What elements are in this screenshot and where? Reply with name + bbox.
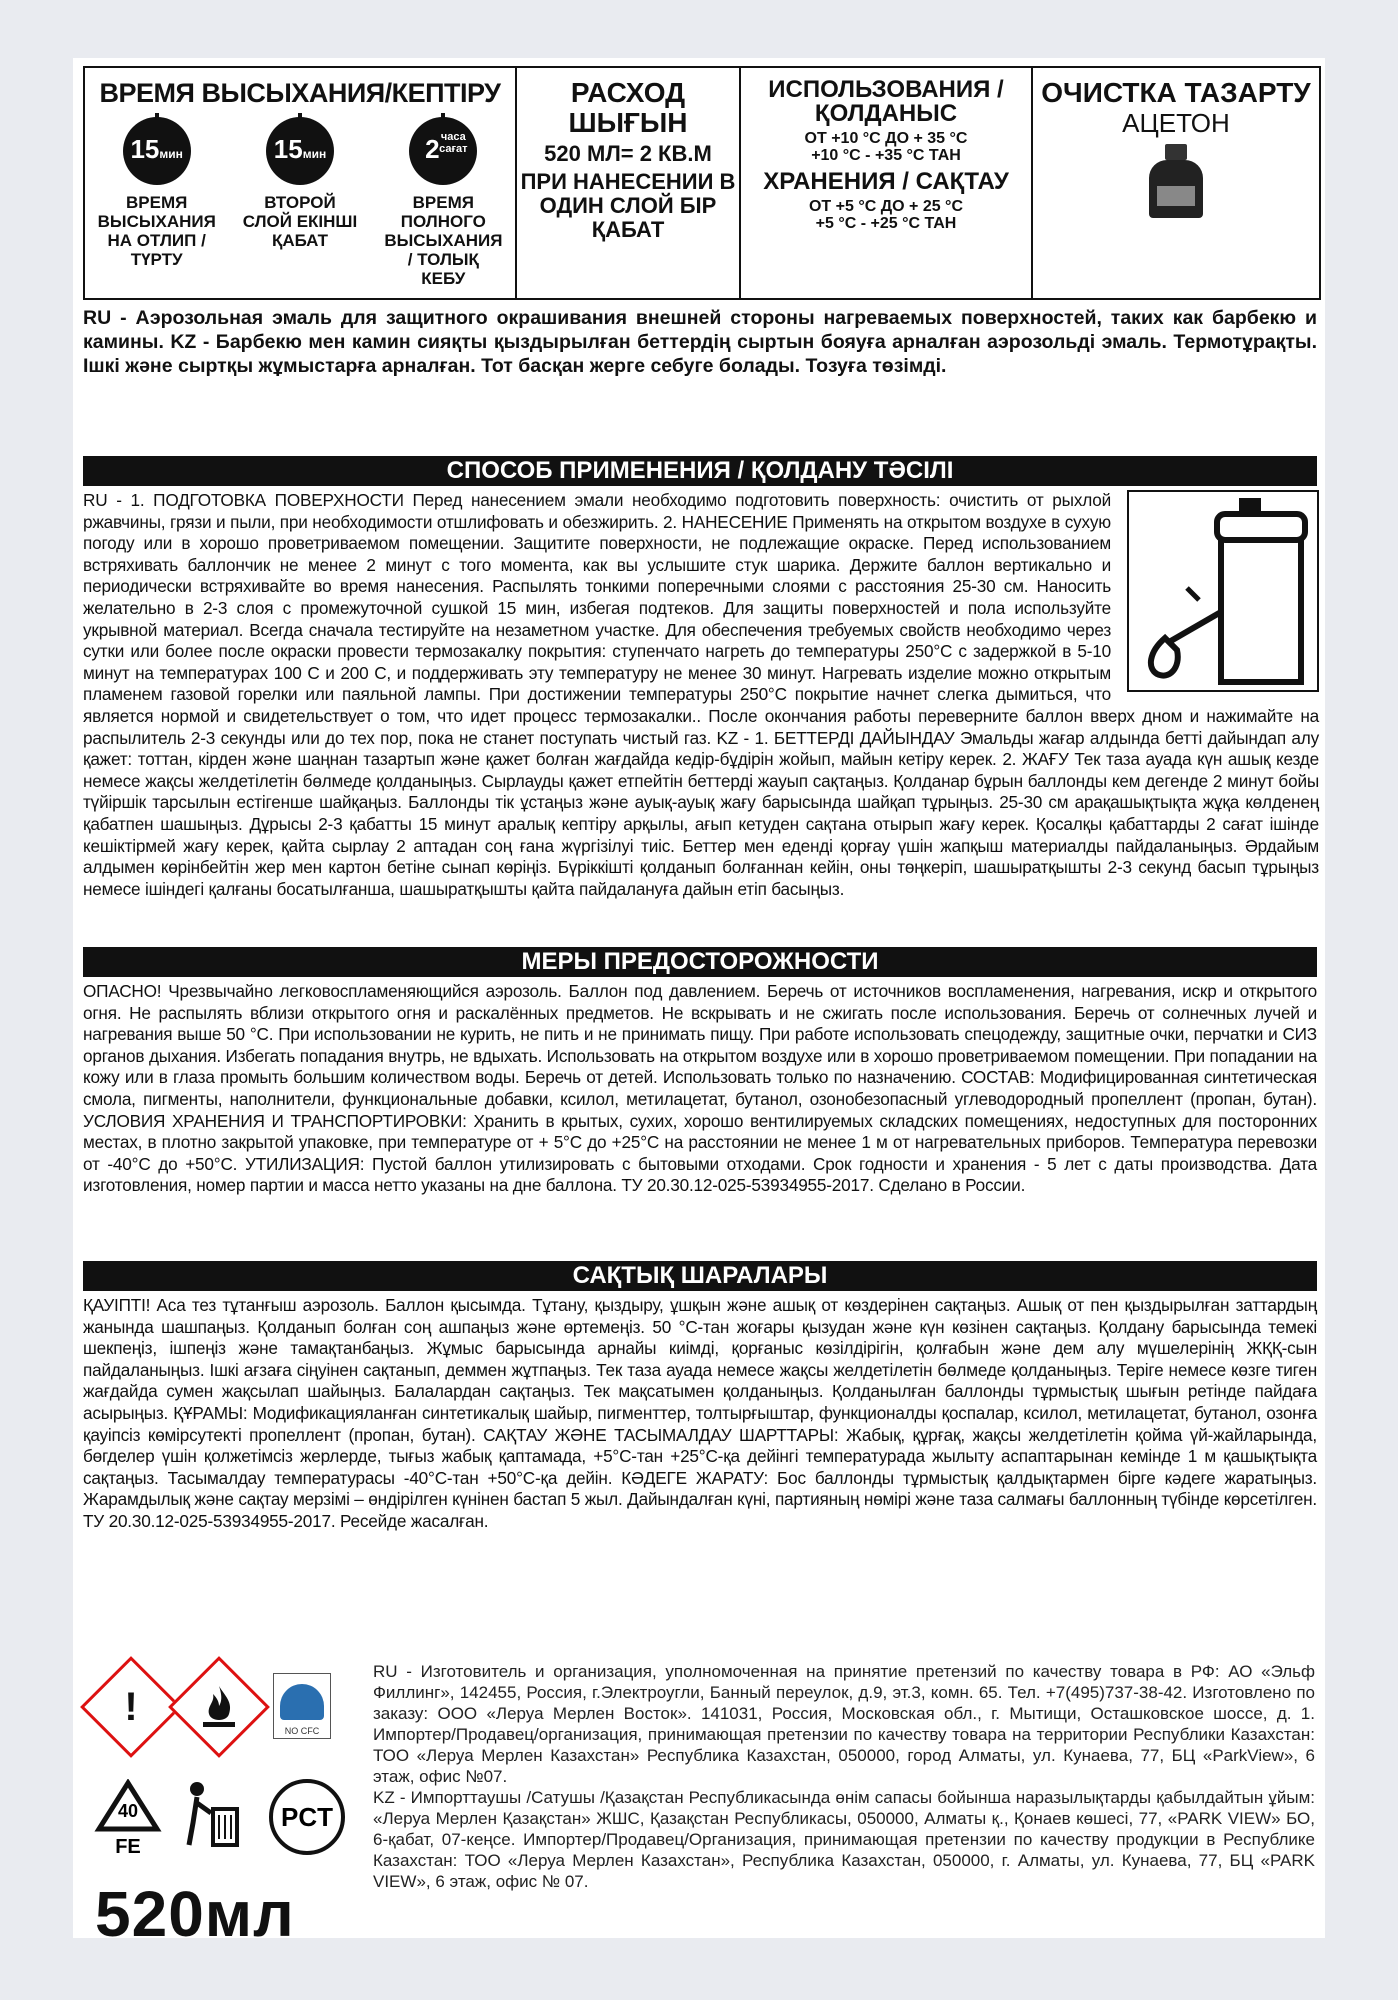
solvent-bottle-icon — [1145, 144, 1207, 218]
consumption-cell — [517, 68, 741, 298]
clock-tack-free — [98, 117, 216, 288]
clock-value: 15 — [273, 134, 303, 164]
spray-can-icon — [1129, 492, 1317, 690]
application-body: RU - 1. ПОДГОТОВКА ПОВЕРХНОСТИ Перед нанесением эмали необходимо подготовить поверхность: очистить от рыхлой ржавчины, грязи и пыли, при необходимости отшлифовать и обезжирить. 2. НАНЕСЕНИЕ Применять на открытом воздухе в сухую погоду или в хорошо проветриваемом помещении. Защитите поверхности, не подлежащие окраске. Перед использованием встряхивать баллончик не менее 2 минут с того момента, как вы услышите стук шарика. Держите баллон вертикально и периодически встряхивайте во время нанесения. Распылять тонкими поперечными слоями с расстояния 25-30 см. Наносить желательно в 2-3 слоя с промежуточной сушкой 15 мин, избегая подтеков. Для защиты поверхностей и пола используйте укрывной материал. Всегда сначала тестируйте на незаметном участке. Для обеспечения требуемых свойств необходимо через сутки или более после окраски провести термозакалку покрытия: ступенчато нагреть до температуры 250°С с задержкой в 5-10 минут на температурах 100 С и 200 С, и поддерживать эту температуру не менее 30 минут. Нагревать изделие можно открытым пламенем газовой горелки или паяльной лампы. При достижении температуры 250°С покрытие начнет слегка дымиться, что является нормой и свидетельствует о том, что идет процесс термозакалки.. После окончания работы переверните баллон вверх дном и нажимайте на распылитель 2-3 секунды или до тех пор, пока не станет поступать чистый газ. KZ - 1. БЕТТЕРДІ ДАЙЫНДАУ Эмальды жағар алдында бетті дайындап алу қажет: тоттан, кірден және шаңнан тазартып және қажет болған жағдайда кедір-бұдірін жойып, майын кетіру керек. 2. ЖАҒУ Тек таза ауада күн ашық кезде немесе жақсы желдетілетін бөлмеде қолданыңыз. Сырлауды қажет етпейтін беттерді жауып сақтаңыз. Қолданар бұрын баллонды кем дегенде 2 минут бойы түйіршік тарсылын естігенше шайқаңыз. Баллонды тік ұстаңыз және ауық-ауық жағу барысында шайқап тұрыңыз. 25-30 см арақашықтықта жұқа көлденең қабатпен шашыңыз. Дұрысы 2-3 қабатты 15 минут аралық кептіру арқылы, ағып кетуден сақтана отырып жағу керек. Қосалқы қабаттарды 2 сағат ішінде кешіктірмей жағу керек, қайта сырлау 2 аптадан соң ғана жүргізілуі тиіс. Беттер мен еденді қорғау үшін жапқыш материалды пайдаланыңыз. Әрдайым алдымен көрінбейтін жер мен картон бетіне сынап көріңіз. Бүріккішті қолданып болғаннан кейін, оны төңкеріп, шашыратқышты 2-3 секунд басып тұрыңыз немесе ішіндегі қалғаны босатылғанша, шашыратқышты қайта пайдалануға дайын етіп басыңыз. — [83, 490, 1319, 899]
volume-label: 520мл — [95, 1878, 295, 1938]
clock-label: ВТОРОЙ СЛОЙ ЕКІНШІ ҚАБАТ — [242, 193, 358, 250]
clock-value: 2 — [425, 134, 440, 164]
product-description: RU - Аэрозольная эмаль для защитного окрашивания внешней стороны нагреваемых поверхностей, таких как барбекю и камины. KZ - Барбекю мен камин сияқты қыздырылған беттердің сыртын бояуға арналған аэрозольді эмаль. Термотұрақты. Ішкі және сыртқы жұмыстарға арналған. Тот басқан жерге себуге болады. Тозуға төзімді. — [83, 307, 1317, 377]
consumption-rate: 520 МЛ= 2 КВ.М — [544, 141, 712, 166]
shake-can-illustration — [1127, 490, 1319, 692]
precautions-kz-banner: САҚТЫҚ ШАРАЛАРЫ — [83, 1261, 1317, 1291]
recycle-code: 40 — [117, 1801, 139, 1821]
exclamation-icon: ! — [124, 1685, 138, 1729]
clock-label: ВРЕМЯ ВЫСЫХАНИЯ НА ОТЛИП / ТҮРТУ — [97, 193, 216, 269]
drying-clocks — [85, 117, 515, 288]
pct-conformity-mark: PCT — [269, 1779, 345, 1855]
temperature-cell — [741, 68, 1033, 298]
storage-title: ХРАНЕНИЯ / САҚТАУ — [763, 168, 1009, 195]
drying-time-cell — [85, 68, 517, 298]
no-cfc-mark — [273, 1673, 331, 1739]
safety-marks — [83, 1661, 343, 1938]
drying-title: ВРЕМЯ ВЫСЫХАНИЯ/КЕПТІРУ — [99, 78, 501, 108]
ghs-exclamation-pictogram — [80, 1656, 182, 1758]
clock-label: ВРЕМЯ ПОЛНОГО ВЫСЫХАНИЯ / ТОЛЫҚ КЕБУ — [384, 193, 503, 288]
precautions-kz-text: ҚАУІПТІ! Аса тез тұтанғыш аэрозоль. Баллон қысымда. Тұтану, қыздыру, ұшқын және ашық от көздерінен сақтаңыз. Ашық от пен қыздырылған заттардың жанында шашпаңыз. Қолданып болған соң ашпаңыз және өртемеңіз. 50 °С-тан жоғары қызудан және күн көзінен сақтаңыз. Қолдану барысында темекі шекпеңіз, ішпеңіз және тамақтанбаңыз. Жұмыс барысында арнайы киімді, қорғаныс көзілдірігін, қолғабын және дем алу мүшелерінің ЖҚҚ-сын пайдаланыңыз. Ішкі ағзаға сіңуінен сақтанып, деммен жұтпаңыз. Тек таза ауада немесе жақсы желдетілетін бөлмеде қолданыңыз. Теріге немесе көзге тиген жағдайда сумен жақсылап шайыңыз. Балалардан сақтаңыз. Тек мақсатымен қолданыңыз. Қолданылған баллонды тұрмыстық шығын ретінде пайдаға асырыңыз. ҚҰРАМЫ: Модификацияланған синтетикалық шайыр, пигменттер, толтырғыштар, функционалды қоспалар, ксилол, метилацетат, бутанол, озонға қауіпсіз көмірсутекті пропеллент (пропан, бутан). САҚТАУ ЖӘНЕ ТАСЫМАЛДАУ ШАРТТАРЫ: Жабық, құрғақ, жақсы желдетілетін қойма үй-жайларында, бөгделер үшін қолжетімсіз жерлерде, тығыз жабық қаптамада, +5°С-тан +25°С-қа дейінгі температурада жылыту аспаптарынан кемінде 1 м қашықтықта сақтаңыз. Тасымалдау температурасы -40°С-тан +50°С-қа дейін. КӘДЕГЕ ЖАРАТУ: Бос баллонды тұрмыстық қалдықтармен бірге кәдеге жаратыңыз. Жарамдылық және сақтау мерзімі – өндірілген күнінен бастап 5 жыл. Дайындалған күні, партияның нөмірі және таза салмағы баллонның түбінде көрсетілген. ТУ 20.30.12-025-53934955-2017. Ресейде жасалған. — [83, 1295, 1317, 1531]
cleaning-title: ОЧИСТКА ТАЗАРТУ — [1041, 77, 1311, 108]
precautions-ru-text: ОПАСНО! Чрезвычайно легковоспламеняющийся аэрозоль. Баллон под давлением. Беречь от источников воспламенения, нагревания, искр и открытого огня. Не распылять вблизи открытого огня и раскалённых предметов. Не вскрывать и не сжигать после использования. Беречь от солнечных лучей и нагревания выше 50 °С. При использовании не курить, не пить и не принимать пищу. При работе использовать спецодежду, защитные очки, перчатки и СИЗ органов дыхания. Избегать попадания внутрь, не вдыхать. Использовать на открытом воздухе или в хорошо проветриваемом помещении. При попадании на кожу или в глаза промыть большим количеством воды. Беречь от детей. Использовать только по назначению. СОСТАВ: Модифицированная синтетическая смола, пигменты, наполнители, функциональные добавки, ксилол, метилацетат, бутанол, озонобезопасный углеводородный пропеллент (пропан, бутан). УСЛОВИЯ ХРАНЕНИЯ И ТРАНСПОРТИРОВКИ: Хранить в крытых, сухих, хорошо вентилируемых складских помещениях, недоступных для посторонних местах, в плотно закрытой упаковке, при температуре от + 5°С до +25°С на расстоянии не менее 1 м от нагревательных приборов. Температура перевозки от -40°С до +50°С. УТИЛИЗАЦИЯ: Пустой баллон утилизировать с бытовыми отходами. Срок годности и хранения - 5 лет с даты производства. Дата изготовления, номер партии и масса нетто указаны на дне баллона. ТУ 20.30.12-025-53934955-2017. Сделано в России. — [83, 981, 1317, 1196]
ghs-flame-pictogram — [168, 1656, 270, 1758]
info-header — [83, 66, 1321, 300]
clock-full-dry — [384, 117, 502, 288]
precautions-ru-banner: МЕРЫ ПРЕДОСТОРОЖНОСТИ — [83, 947, 1317, 977]
consumption-title: РАСХОД ШЫҒЫН — [568, 77, 688, 138]
tidyman-icon — [183, 1779, 243, 1849]
globe-icon — [280, 1684, 324, 1720]
clock-second-coat — [241, 117, 359, 288]
storage-range-kz: +5 °С - +25 °С ТАН — [815, 215, 957, 232]
usage-range-kz: +10 °С - +35 °С ТАН — [811, 147, 961, 164]
manufacturer-info — [373, 1661, 1315, 1892]
manufacturer-kz: KZ - Импорттаушы /Сатушы /Қазақстан Республикасында өнім сапасы бойынша наразылықтарды қабылдайтын ұйым: «Леруа Мерлен Қазақстан» ЖШС, Қазақстан Республикасы, 050000, Алматы қ., Қонаев көшесі, 77, «PARK VIEW» БО, 6-қабат, 07-кеңсе. Импортер/Продавец/Организация, принимающая претензии по качеству продукции в Республике Казахстан: ТОО «Леруа Мерлен Казахстан», Республика Казахстан, 050000, г. Алматы, ул. Кунаева, 77, БЦ «PARK VIEW», 6 этаж, офис № 07. — [373, 1788, 1315, 1891]
consumption-note: ПРИ НАНЕСЕНИИ В ОДИН СЛОЙ БІР ҚАБАТ — [520, 169, 736, 242]
clock-unit: часа сағат — [439, 131, 468, 155]
storage-range-ru: ОТ +5 °С ДО + 25 °С — [808, 198, 964, 215]
recycle-symbol — [93, 1779, 163, 1858]
recycle-material: FE — [115, 1836, 141, 1858]
cleaning-agent: АЦЕТОН — [1122, 108, 1230, 138]
clock-icon — [266, 117, 334, 185]
clock-unit: мин — [302, 147, 327, 161]
label-sheet — [73, 58, 1325, 1938]
clock-unit: мин — [159, 147, 183, 161]
usage-title: ИСПОЛЬЗОВАНИЯ / ҚОЛДАНЫС — [768, 76, 1004, 127]
clock-icon — [409, 117, 477, 185]
application-banner: СПОСОБ ПРИМЕНЕНИЯ / ҚОЛДАНУ ТӘСІЛІ — [83, 456, 1317, 486]
no-cfc-label: NO CFC — [284, 1726, 320, 1736]
manufacturer-ru: RU - Изготовитель и организация, уполномоченная на принятие претензий по качеству товара в РФ: АО «Эльф Филлинг», 142455, Россия, г.Электроугли, Банный переулок, д.9, эт.3, комн. 65. Тел. +7(495)737-38-42. Изготовлено по заказу: ООО «Леруа Мерлен Восток». 141031, Россия, Московская обл., г. Мытищи, Осташковское шоссе, д. 1. Импортер/Продавец/организация, принимающая претензии по качеству товара на территории Республики Казахстан: ТОО «Леруа Мерлен Казахстан» Республика Казахстан, 050000, город Алматы, ул. Кунаева, 77, БЦ «ParkView», 6 этаж, офис №07. — [373, 1662, 1315, 1786]
usage-range-ru: ОТ +10 °С ДО + 35 °С — [804, 130, 968, 147]
cleaning-cell — [1033, 68, 1319, 298]
clock-icon — [123, 117, 191, 185]
clock-value: 15 — [130, 134, 160, 164]
flame-icon — [186, 1674, 252, 1740]
